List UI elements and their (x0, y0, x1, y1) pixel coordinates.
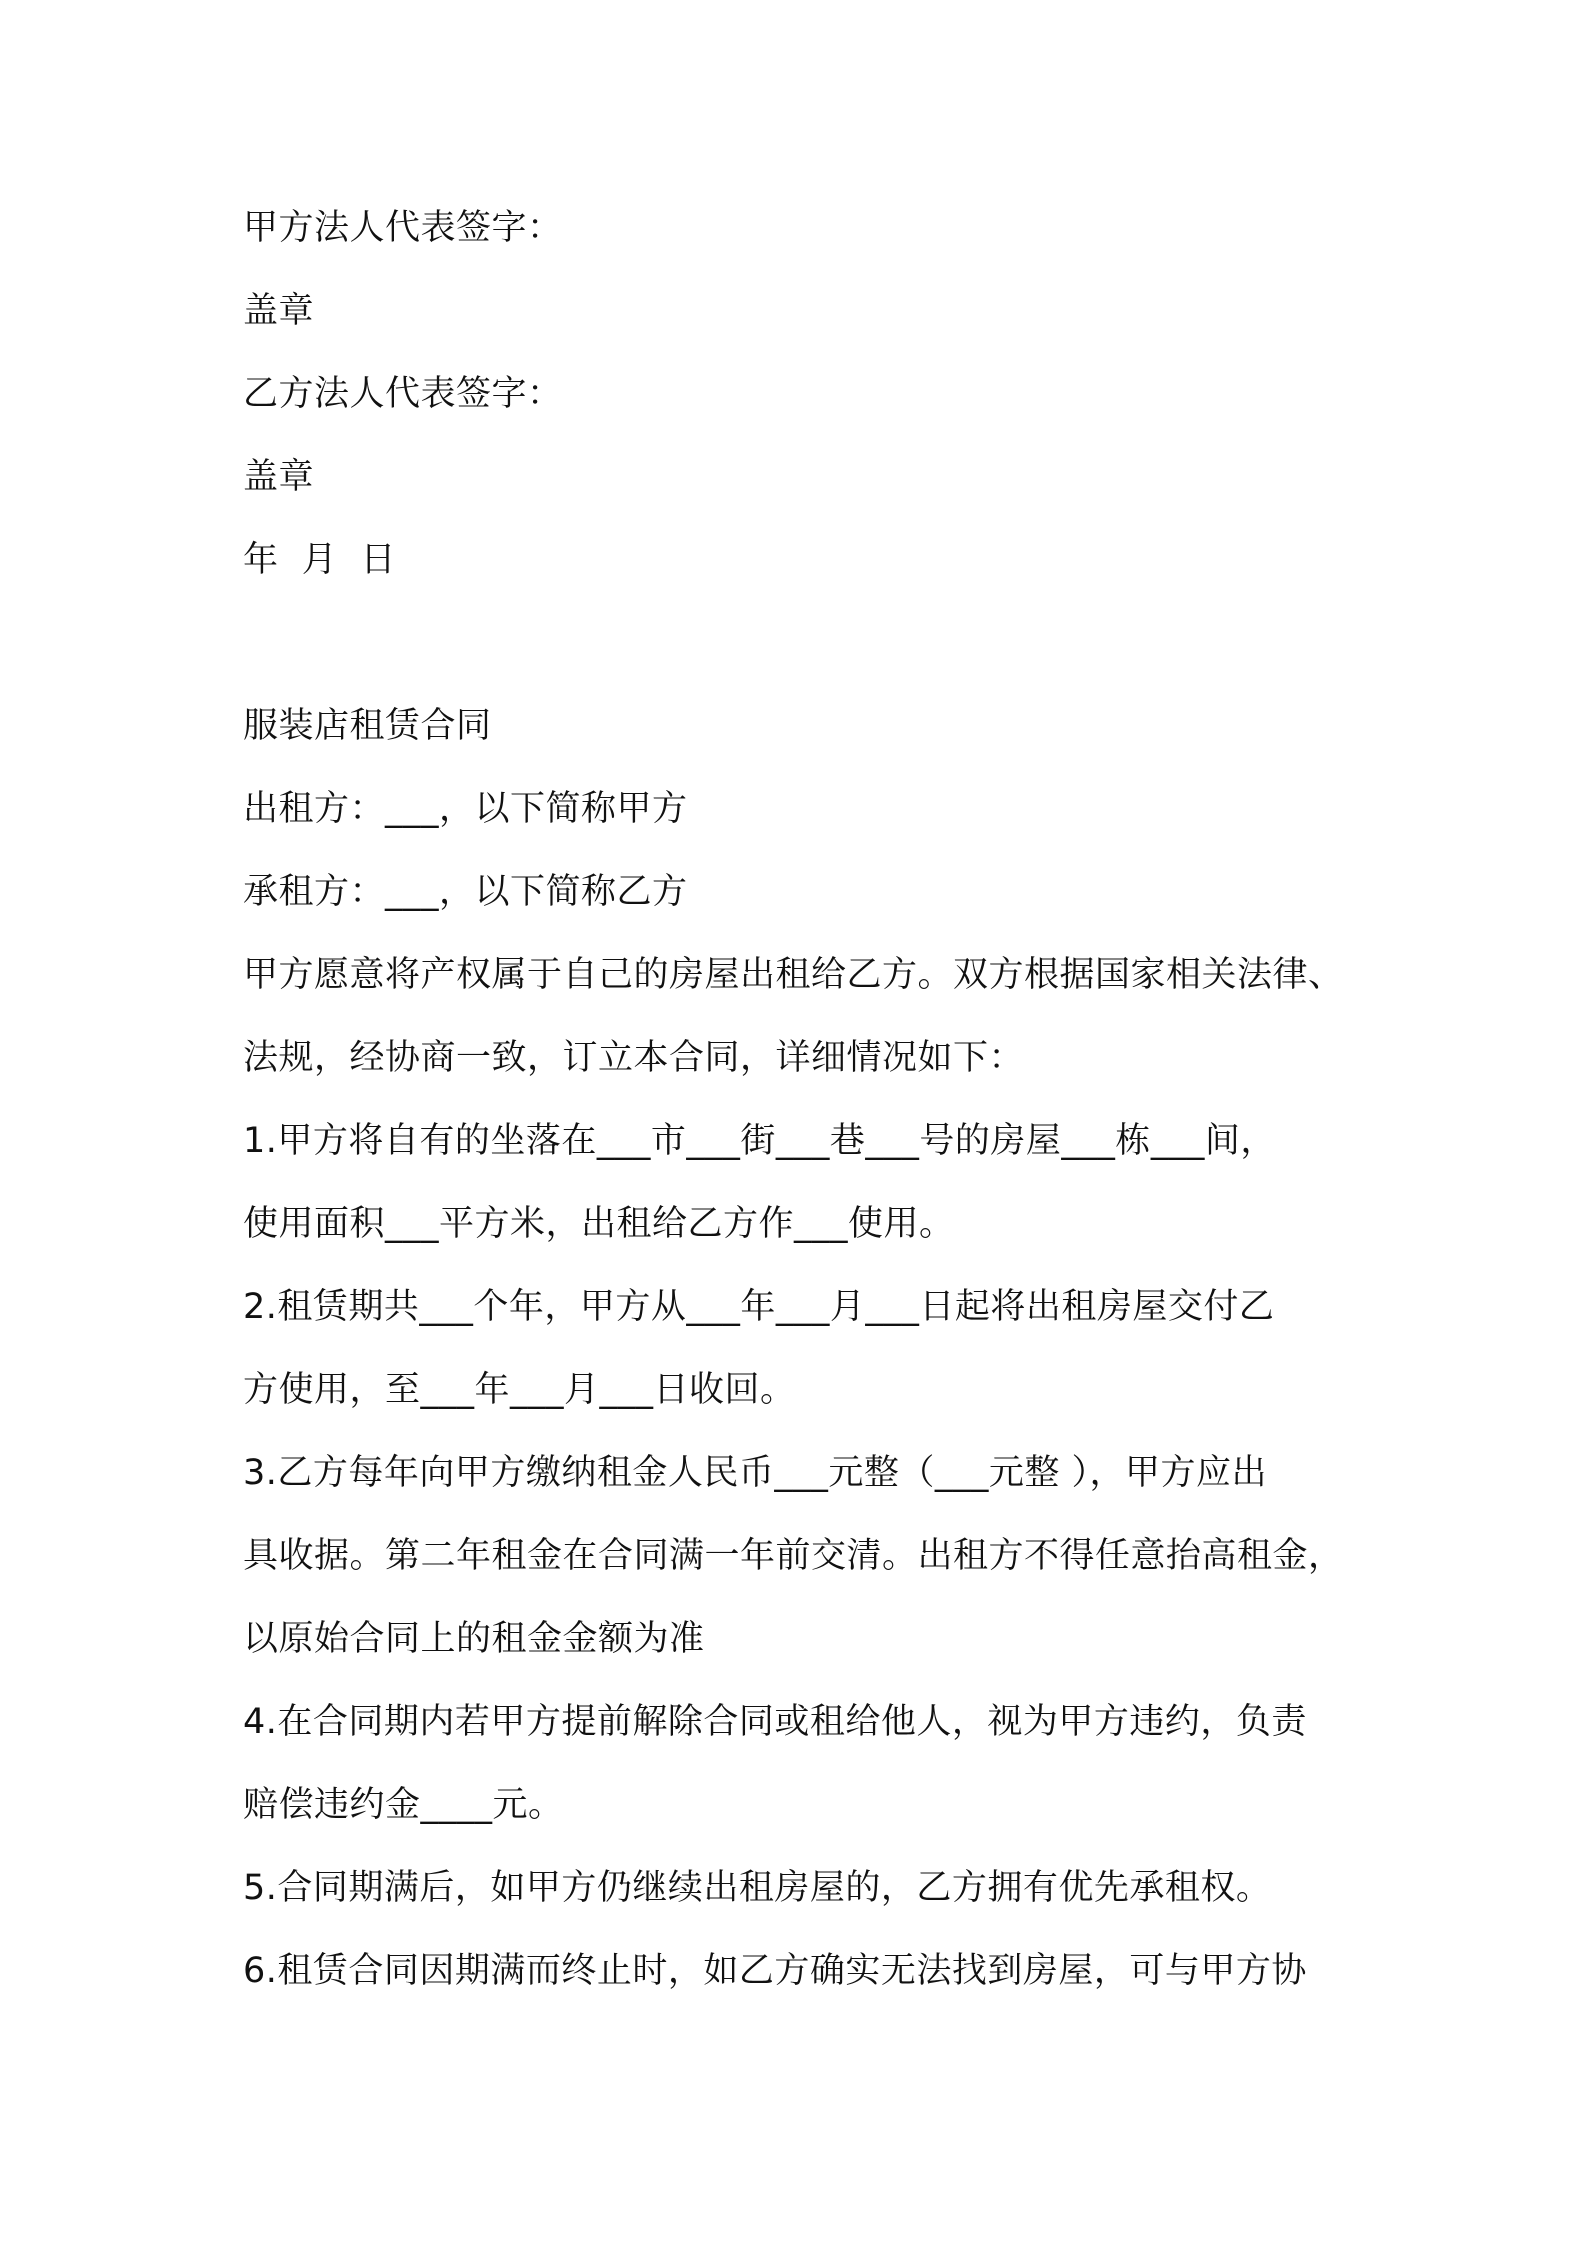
party-a-seal-label: 盖章 (243, 291, 315, 331)
clause-3-line-2: 具收据。第二年租金在合同满一年前交清。出租方不得任意抬高租金， (243, 1536, 1344, 1576)
clause-4-line-1: 4.在合同期内若甲方提前解除合同或租给他人，视为甲方违约，负责 (243, 1702, 1307, 1742)
clause-2-line-1: 2.租赁期共___个年，甲方从___年___月___日起将出租房屋交付乙 (243, 1287, 1275, 1327)
party-b-signature-label: 乙方法人代表签字： (243, 374, 563, 414)
signature-date: 年 月 日 (243, 540, 397, 580)
clause-5-line-1: 5.合同期满后，如甲方仍继续出租房屋的，乙方拥有优先承租权。 (243, 1868, 1272, 1908)
lessor-line: 出租方：___，以下简称甲方 (243, 789, 688, 829)
clause-2-line-2: 方使用，至___年___月___日收回。 (243, 1370, 796, 1410)
preamble-line-2: 法规，经协商一致，订立本合同，详细情况如下： (243, 1038, 1025, 1078)
party-a-signature-label: 甲方法人代表签字： (243, 208, 563, 248)
clause-3-line-1: 3.乙方每年向甲方缴纳租金人民币___元整（___元整 ），甲方应出 (243, 1453, 1268, 1493)
clause-1-line-2: 使用面积___平方米，出租给乙方作___使用。 (243, 1204, 955, 1244)
clause-6-line-1: 6.租赁合同因期满而终止时，如乙方确实无法找到房屋，可与甲方协 (243, 1951, 1307, 1991)
clause-3-line-3: 以原始合同上的租金金额为准 (243, 1619, 705, 1659)
clause-1-line-1: 1.甲方将自有的坐落在___市___街___巷___号的房屋___栋___间， (243, 1121, 1276, 1161)
lessee-line: 承租方：___，以下简称乙方 (243, 872, 688, 912)
preamble-line-1: 甲方愿意将产权属于自己的房屋出租给乙方。双方根据国家相关法律、 (243, 955, 1344, 995)
contract-title: 服装店租赁合同 (243, 706, 492, 746)
clause-4-line-2: 赔偿违约金____元。 (243, 1785, 564, 1825)
party-b-seal-label: 盖章 (243, 457, 315, 497)
